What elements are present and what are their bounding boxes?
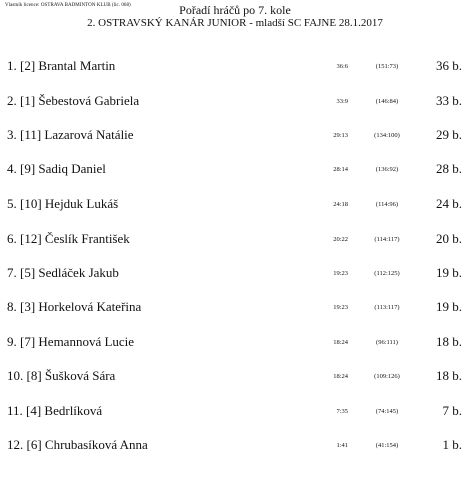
standings-row [0,160,470,180]
match-score: 19:23 [333,304,348,311]
player-points: 28 b. [436,161,462,176]
point-ratio: (112:125) [374,270,400,277]
point-ratio: (136:92) [375,166,399,173]
player-name: 2. [1] Šebestová Gabriela [7,93,140,108]
player-name: 8. [3] Horkelová Kateřina [7,299,142,314]
standings-row [0,92,470,112]
standings-row [0,436,470,456]
page-title: Pořadí hráčů po 7. kole [179,3,291,17]
player-points: 24 b. [436,196,462,211]
standings-row [0,264,470,284]
standings-row [0,333,470,353]
player-points: 18 b. [436,334,462,349]
match-score: 28:14 [333,166,348,173]
standings-row [0,298,470,318]
match-score: 18:24 [333,339,348,346]
player-name: 10. [8] Šušková Sára [7,368,116,383]
player-points: 7 b. [442,403,462,418]
match-score: 33:9 [336,98,348,105]
player-name: 12. [6] Chrubasíková Anna [7,437,148,452]
point-ratio: (114:96) [375,201,399,208]
match-score: 36:6 [336,63,348,70]
player-name: 11. [4] Bedrlíková [7,403,103,418]
match-score: 7:35 [336,408,348,415]
licence-owner-note: Vlastník licence: OSTRAVA BADMINTON KLUB (lic. 068) [5,3,131,8]
player-points: 18 b. [436,368,462,383]
standings-row [0,230,470,250]
match-score: 19:23 [333,270,348,277]
point-ratio: (41:154) [375,442,399,449]
match-score: 29:13 [333,132,348,139]
point-ratio: (109:126) [374,373,400,380]
match-score: 20:22 [333,236,348,243]
standings-row [0,195,470,215]
point-ratio: (114:117) [374,236,400,243]
player-points: 19 b. [436,265,462,280]
point-ratio: (151:73) [375,63,399,70]
player-name: 7. [5] Sedláček Jakub [7,265,119,280]
standings-row [0,57,470,77]
player-points: 20 b. [436,231,462,246]
player-points: 33 b. [436,93,462,108]
player-name: 4. [9] Sadiq Daniel [7,161,106,176]
standings-row [0,367,470,387]
player-name: 6. [12] Česlík František [7,231,130,246]
player-points: 36 b. [436,58,462,73]
player-name: 5. [10] Hejduk Lukáš [7,196,119,211]
point-ratio: (113:117) [374,304,400,311]
standings-row [0,402,470,422]
point-ratio: (134:100) [374,132,400,139]
match-score: 18:24 [333,373,348,380]
point-ratio: (146:84) [375,98,399,105]
point-ratio: (96:111) [376,339,398,346]
player-points: 1 b. [442,437,462,452]
player-points: 29 b. [436,127,462,142]
point-ratio: (74:145) [375,408,399,415]
tournament-subtitle: 2. OSTRAVSKÝ KANÁR JUNIOR - mladší SC FAJNE 28.1.2017 [87,17,383,29]
standings-row [0,126,470,146]
player-name: 3. [11] Lazarová Natálie [7,127,134,142]
player-name: 1. [2] Brantal Martin [7,58,116,73]
match-score: 24:18 [333,201,348,208]
player-points: 19 b. [436,299,462,314]
match-score: 1:41 [336,442,348,449]
player-name: 9. [7] Hemannová Lucie [7,334,135,349]
